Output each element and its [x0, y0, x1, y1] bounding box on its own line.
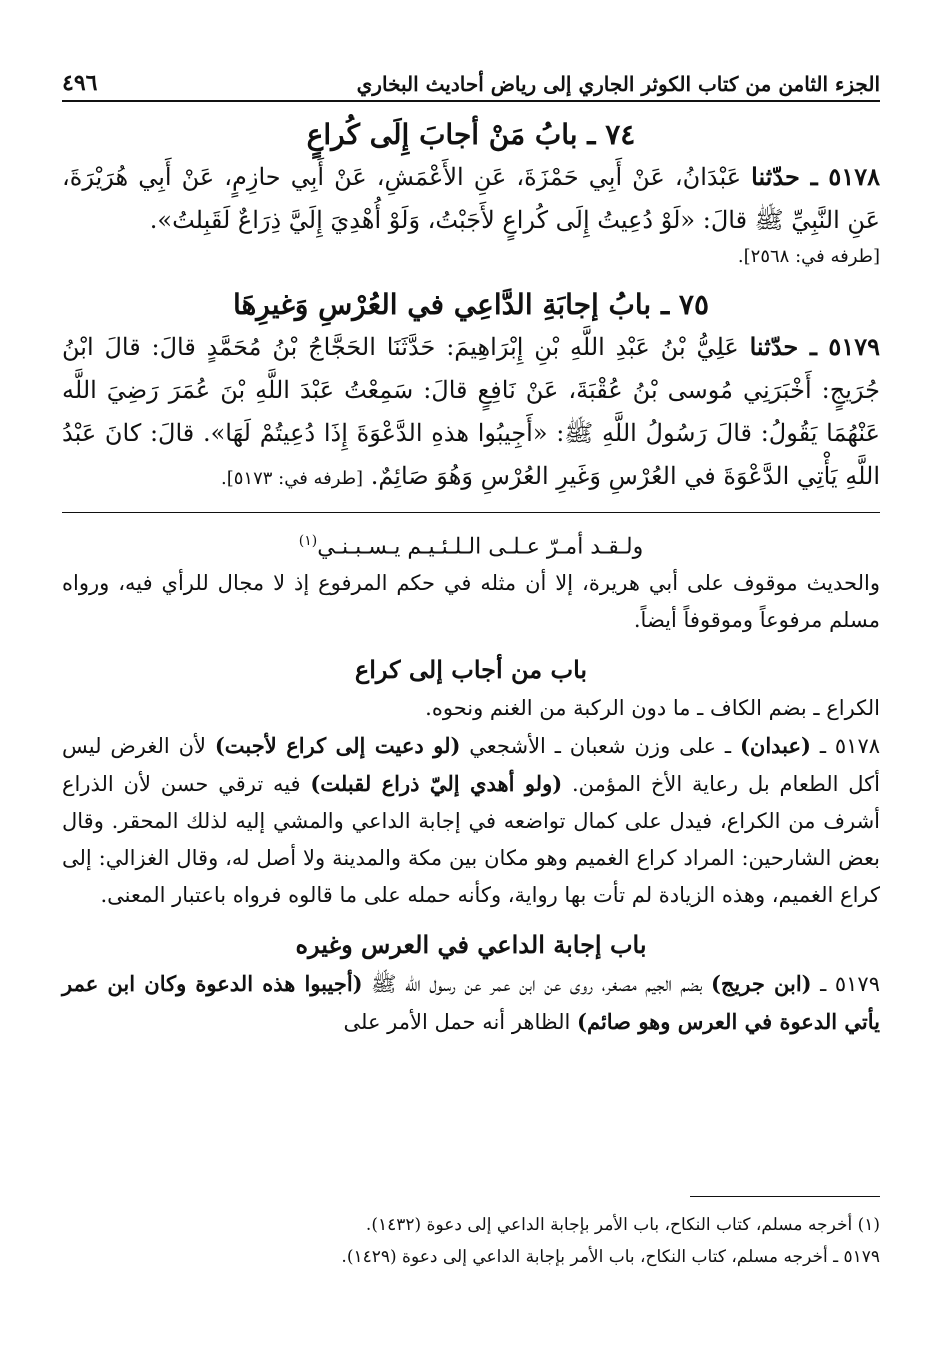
poetry-verse [62, 523, 880, 565]
commentary-para-1: والحديث موقوف على أبي هريرة، إلا أن مثله في حكم المرفوع إذ لا مجال للرأي فيه، ورواه مسلم مرفوعاً وموقوفاً أيضاً. [62, 571, 880, 633]
verse-footnote-marker: (١) [298, 533, 318, 549]
commentary-5178-b1: (عبدان) [739, 733, 811, 759]
running-title: الجزء الثامن من كتاب الكوثر الجاري إلى رياض أحاديث البخاري [356, 72, 880, 96]
commentary-5178-b3: (ولو أهدي إليّ ذراع لقبلت) [310, 771, 563, 797]
commentary-5179-num: ٥١٧٩ ـ [820, 972, 880, 997]
commentary-5179-t2: الظاهر أنه حمل الأمر على [343, 1010, 571, 1035]
commentary-5179-b1: (ابن جريج) [710, 971, 812, 997]
commentary-5179-b2: (أجيبوا هذه الدعوة وكان ابن عمر يأتي الدعوة في العرس وهو صائم) [62, 971, 880, 1035]
chapter-74-title: ٧٤ ـ بابُ مَنْ أجابَ إِلَى كُراعٍ [306, 118, 636, 151]
page-number: ٤٩٦ [62, 70, 98, 96]
chapter-75-title: ٧٥ ـ بابُ إجابَةِ الدَّاعِي في العُرْسِ وَغيرِهَا [233, 288, 709, 321]
commentary-bab-2-title: باب إجابة الداعي في العرس وغيره [295, 930, 647, 960]
footnotes [62, 1196, 880, 1273]
hadith-5179-text: عَلِيُّ بْنُ عَبْدِ اللَّهِ بْنِ إِبْرَاهِيمَ: حَدَّثَنَا الحَجَّاجُ بْنُ مُحَمَّدٍ قالَ: قالَ ابْنُ جُرَيجٍ: أَخْبَرَنِي مُوسى بْنُ عُقْبَةَ، عَنْ نَافِعٍ قالَ: سَمِعْتُ عَبْدَ اللَّهِ بْنَ عُمَرَ رَضِيَ اللَّه عَنْهُمَا يَقُولُ: قالَ رَسُولُ اللَّهِ ﷺ: «أَجِيبُوا هذهِ الدَّعْوَةَ إِذَا دُعِيتُمْ لَهَا». قالَ: كانَ عَبْدُ اللَّهِ يَأْتِي الدَّعْوَةَ في العُرْسِ وَغَيرِ العُرْسِ وَهُوَ صَائِمٌ. [62, 333, 880, 490]
footnote-1: (١) أخرجه مسلم، كتاب النكاح، باب الأمر بإجابة الداعي إلى دعوة (١٤٣٢). [365, 1215, 880, 1235]
commentary-divider [62, 512, 880, 513]
commentary-5179-t1: بضم الجيم مصغر، روى عن ابن عمر عن رسول الله ﷺ [371, 972, 703, 997]
hadith-5179 [62, 325, 880, 498]
book-page [62, 56, 880, 1316]
footnote-rule [690, 1196, 880, 1197]
commentary-5178-t3: فيه ترقي حسن لأن الذراع أشرف من الكراع، فيدل على كمال تواضعه في إجابة الداعي والمشي إليه لذلك المحقر. وقال بعض الشارحين: المراد كراع الغميم وهو مكان بين مكة والمدينة ولا أصل له، وقال الغزالي: إلى كراع الغميم، وهذه الزيادة لم تأت بها رواية، وكأنه حمله على ما قالوه فرواه باعتبار المعنى. [62, 772, 880, 908]
footnote-2: ٥١٧٩ ـ أخرجه مسلم، كتاب النكاح، باب الأمر بإجابة الداعي إلى دعوة (١٤٢٩). [341, 1247, 880, 1267]
commentary-bab-2-para [62, 965, 880, 1041]
hadith-5178-text: عَبْدَانُ، عَنْ أَبِي حَمْزَةَ، عَنِ الأَعْمَشِ، عَنْ أَبِي حازِمٍ، عَنْ أَبِي هُرَيْرَةَ، عَنِ النَّبِيِّ ﷺ قالَ: «لَوْ دُعِيتُ إِلَى كُراعٍ لأَجَبْتُ، وَلَوْ أُهْدِيَ إِلَيَّ ذِرَاعٌ لَقَبِلتُ». [62, 163, 880, 234]
commentary-5178-t1: ـ على وزن شعبان ـ الأشجعي [469, 734, 732, 759]
commentary-5178-t2: لأن الغرض ليس أكل الطعام بل رعاية الأخ المؤمن. [62, 734, 880, 797]
commentary-5178-num: ٥١٧٨ ـ [819, 734, 881, 759]
commentary-bab-1-title: باب من أجاب إلى كراع [354, 655, 588, 685]
running-header [62, 56, 880, 102]
commentary-5178-b2: (لو دعيت إلى كراع لأجبت) [214, 733, 461, 759]
commentary-bab-1-line-1: الكراع ـ بضم الكاف ـ ما دون الركبة من الغنم ونحوه. [425, 696, 880, 721]
verse-text: ولـقـد أمـرّ عـلـى الـلـئـيـم يـسـبـنـي [317, 534, 644, 560]
hadith-5178-lead: ٥١٧٨ ـ حدّثنا [751, 162, 880, 191]
hadith-5179-lead: ٥١٧٩ ـ حدّثنا [749, 332, 880, 361]
hadith-5178-ref: [طرفه في: ٢٥٦٨]. [737, 246, 880, 267]
commentary-bab-1-para [62, 727, 880, 914]
hadith-5179-ref: [طرفه في: ٥١٧٣]. [220, 468, 364, 489]
hadith-5178 [62, 155, 880, 242]
